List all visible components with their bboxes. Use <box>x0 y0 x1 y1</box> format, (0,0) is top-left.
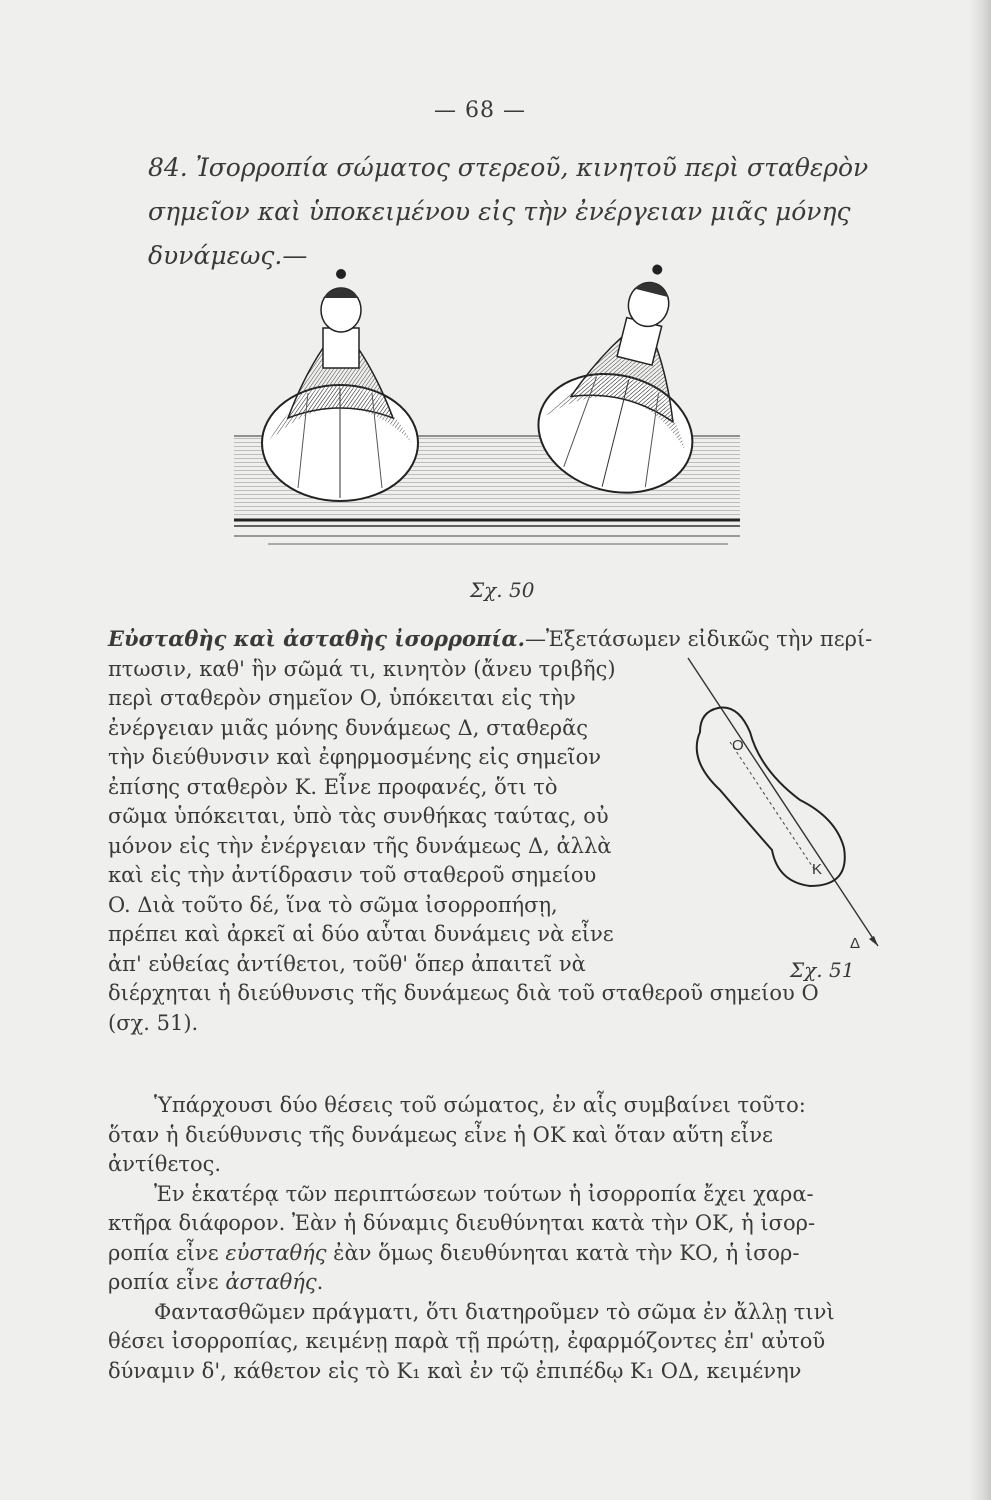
text-line: τὴν διεύθυνσιν καὶ ἐφηρμοσμένης εἰς σημεῖον <box>108 745 602 769</box>
section-lead: Εὐσταθὴς καὶ ἀσταθὴς ἰσορροπία. <box>108 626 525 651</box>
text-line: καὶ εἰς τὴν ἀντίδρασιν τοῦ σταθεροῦ σημείου <box>108 863 597 887</box>
body-text <box>108 1091 888 1386</box>
text-line: περὶ σταθερὸν σημεῖον O, ὑπόκειται εἰς τὴν <box>108 686 576 710</box>
paragraph-stability <box>108 624 888 1038</box>
text-line: Ὑπάρχουσι δύο θέσεις τοῦ σώματος, ἐν αἷς συμβαίνει τοῦτο: <box>154 1093 806 1117</box>
text-line: ροπία εἶνε ἀσταθής. <box>108 1270 324 1294</box>
text-line: (σχ. 51). <box>108 1010 199 1035</box>
text-line: κτῆρα διάφορον. Ἐὰν ἡ δύναμις διευθύνηται κατὰ τὴν ΟΚ, ἡ ἰσορ- <box>108 1211 816 1235</box>
text-line: διέρχηται ἡ διεύθυνσις τῆς δυνάμεως διὰ τοῦ σταθεροῦ σημείου O <box>108 981 819 1005</box>
text-line: Ἐν ἑκατέρᾳ τῶν περιπτώσεων τούτων ἡ ἰσορροπία ἔχει χαρα- <box>154 1181 814 1206</box>
figure-50-caption: Σχ. 50 <box>470 578 535 602</box>
text-line: ἀπ' εὐθείας ἀντίθετοι, τοῦθ' ὅπερ ἀπαιτεῖ νὰ <box>108 951 586 976</box>
text-line: Εὐσταθὴς καὶ ἀσταθὴς ἰσορροπία.—Ἐξετάσωμεν εἰδικῶς τὴν περί- <box>108 626 873 651</box>
text-line: ἐνέργειαν μιᾶς μόνης δυνάμεως Δ, σταθερᾶς <box>108 715 589 740</box>
text-line: ὅταν ἡ διεύθυνσις τῆς δυνάμεως εἶνε ἡ ΟΚ καὶ ὅταν αὕτη εἶνε <box>108 1122 773 1147</box>
label-D: Δ <box>850 935 861 952</box>
text-line: ροπία εἶνε εὐσταθής ἐὰν ὅμως διευθύνηται κατὰ τὴν ΚΟ, ἡ ἰσορ- <box>108 1240 800 1265</box>
text-line: σῶμα ὑπόκειται, ὑπὸ τὰς συνθήκας ταύτας, οὐ <box>108 804 609 828</box>
text-line: δύναμιν δ', κάθετον εἰς τὸ Κ₁ καὶ ἐν τῷ ἐπιπέδῳ Κ₁ ΟΔ, κειμένην <box>108 1358 802 1383</box>
figure-51-caption: Σχ. 51 <box>790 958 855 982</box>
label-O: O <box>732 737 744 754</box>
figure-50-illustration <box>228 258 748 568</box>
text-line: πτωσιν, καθ' ἣν σῶμά τι, κινητὸν (ἄνευ τριβῆς) <box>108 656 616 681</box>
label-K: K <box>812 861 823 878</box>
page-edge-shadow <box>969 0 991 1500</box>
heading-text: Ἰσορροπία σώματος στερεοῦ, κινητοῦ περὶ σταθερὸν σημεῖον καὶ ὑποκειμένου εἰς τὴν ἐνέργειαν μιᾶς μόνης δυνάμεως.— <box>148 153 869 270</box>
page-number: — 68 — <box>434 98 526 123</box>
heading-number: 84. <box>148 153 188 182</box>
text-line: ἐπίσης σταθερὸν Κ. Εἶνε προφανές, ὅτι τὸ <box>108 774 558 799</box>
left-doll <box>262 269 418 501</box>
text-line: ἀντίθετος. <box>108 1152 222 1176</box>
text-line: πρέπει καὶ ἀρκεῖ αἱ δύο αὗται δυνάμεις νὰ εἶνε <box>108 922 614 946</box>
text-line: μόνον εἰς τὴν ἐνέργειαν τῆς δυνάμεως Δ, ἀλλὰ <box>108 833 612 858</box>
text-line: O. Διὰ τοῦτο δέ, ἵνα τὸ σῶμα ἰσορροπήσῃ, <box>108 892 558 917</box>
text-line: θέσει ἰσορροπίας, κειμένῃ παρὰ τῇ πρώτῃ, ἐφαρμόζοντες ἐπ' αὐτοῦ <box>108 1329 826 1353</box>
text-line: Φαντασθῶμεν πράγματι, ὅτι διατηροῦμεν τὸ σῶμα ἐν ἄλλῃ τινὶ <box>154 1299 835 1324</box>
